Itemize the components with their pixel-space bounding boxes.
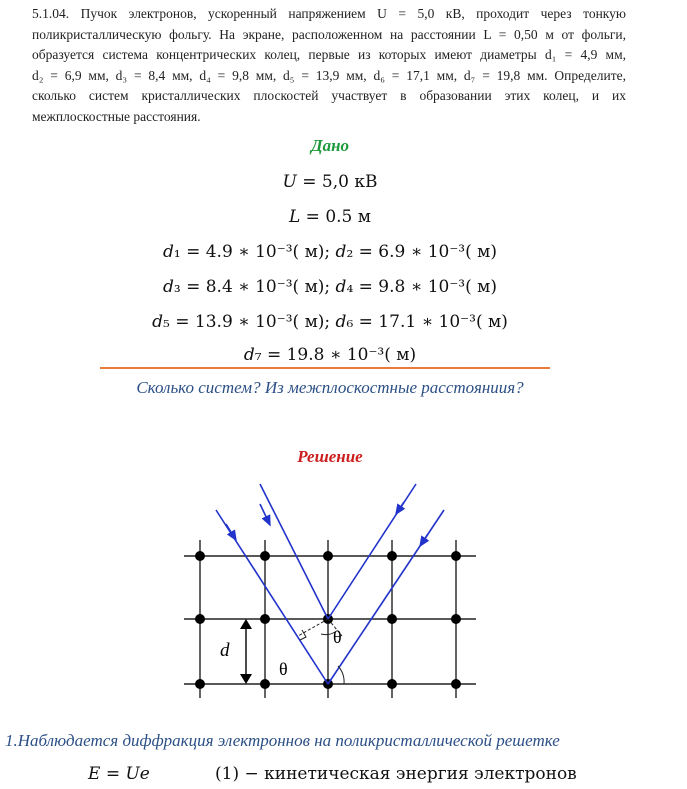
spacing-label: d [220,640,230,661]
arrow-incident-upper [260,504,270,525]
given-equation-voltage: 𝑈 = 5,0 кВ [282,172,378,192]
spacing-arrow [240,619,252,684]
electron-beams [216,484,444,684]
lattice-node [195,614,205,624]
problem-line: 5.1.04. Пучок электронов, ускоренный напряжением U = 5,0 кВ, проходит через тонкую [32,6,626,21]
given-equation-d5-d6: 𝑑₅ = 13.9 ∗ 10⁻³( м); 𝑑₆ = 17.1 ∗ 10⁻³( м) [152,312,508,332]
solution-title: Решение [297,447,363,466]
angle-label-upper: θ [333,627,342,647]
given-title: Дано [310,136,350,155]
lattice-node [387,614,397,624]
lattice-node [260,679,270,689]
question-text: Сколько систем? Из межплоскостные расстояниия? [136,378,524,397]
solution-step-1: 1.Наблюдается диффракция электроннов на поликристаллической решетке [5,731,560,750]
lattice-node [451,679,461,689]
lattice-node [451,551,461,561]
formula-energy: 𝐸 = 𝑈𝑒 [88,764,150,784]
problem-line: d₂ = 6,9 мм, d₃ = 8,4 мм, d₄ = 9,8 мм, d₅ = 13,9 мм, d₆ = 17,1 мм, d₇ = 19,8 мм. Определите, [32,67,626,83]
lattice-node [323,551,333,561]
lattice-node [195,551,205,561]
formula-description: (1) − кинетическая энергия электронов [215,764,577,784]
given-equation-d7: 𝑑₇ = 19.8 ∗ 10⁻³( м) [243,345,417,365]
given-equation-distance: 𝐿 = 0.5 м [288,207,371,227]
bragg-diffraction-diagram [180,480,480,700]
lattice-node [195,679,205,689]
lattice-node [260,614,270,624]
problem-line: поликристаллическую фольгу. На экране, расположенном на расстоянии L = 0,50 м от фольги, [32,26,626,42]
problem-statement [32,4,626,127]
angle-label-lower: θ [279,659,288,679]
problem-line: сколько систем кристаллических плоскостей участвует в образовании этих колец, и их [32,88,626,103]
problem-line: межплоскостные расстояния. [32,108,201,124]
given-divider [100,367,550,369]
given-equation-d1-d2: 𝑑₁ = 4.9 ∗ 10⁻³( м); 𝑑₂ = 6.9 ∗ 10⁻³( м) [162,242,498,262]
arrow-reflected-lower [420,534,428,546]
lattice-node [260,551,270,561]
arrow-reflected-upper [396,502,404,514]
given-equation-d3-d4: 𝑑₃ = 8.4 ∗ 10⁻³( м); 𝑑₄ = 9.8 ∗ 10⁻³( м) [162,277,498,297]
incident-beam-upper [260,484,328,619]
problem-line: образуется система концентрических колец, первые из которых имеют диаметры d₁ = 4,9 мм, [32,47,626,62]
lattice-node [387,679,397,689]
lattice-node [451,614,461,624]
arrow-incident-lower [226,524,236,540]
lattice-node [387,551,397,561]
